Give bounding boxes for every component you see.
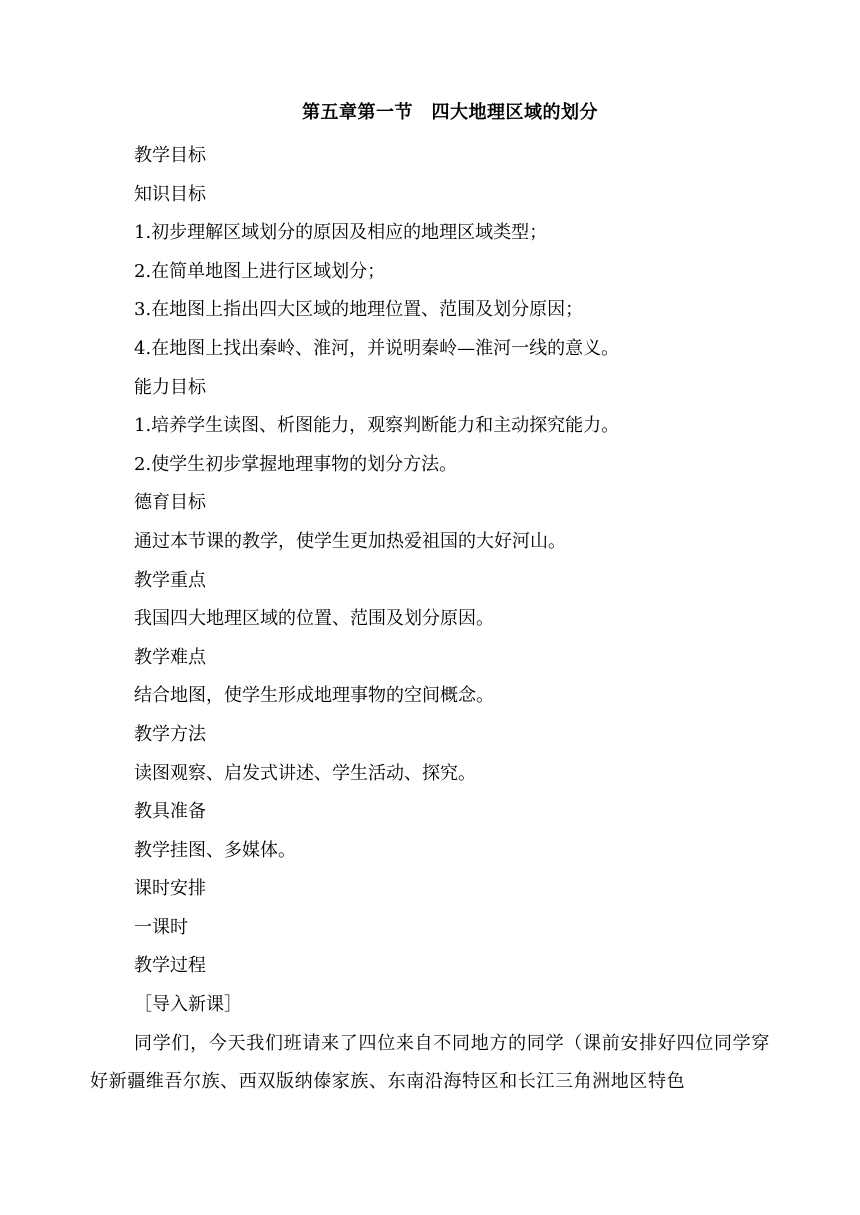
- heading-difficulties: 教学难点: [134, 646, 206, 668]
- knowledge-goal-4: 4.在地图上找出秦岭、淮河，并说明秦岭—淮河一线的意义。: [134, 337, 620, 359]
- schedule-text: 一课时: [134, 916, 188, 938]
- heading-ability-goals: 能力目标: [134, 376, 206, 398]
- ability-goal-2: 2.使学生初步掌握地理事物的划分方法。: [134, 453, 458, 475]
- subheading-intro: ［导入新课］: [134, 994, 242, 1016]
- knowledge-goal-2: 2.在简单地图上进行区域划分；: [134, 260, 386, 282]
- key-points-text: 我国四大地理区域的位置、范围及划分原因。: [134, 608, 494, 630]
- ability-goal-1: 1.培养学生读图、析图能力，观察判断能力和主动探究能力。: [134, 415, 620, 437]
- heading-schedule: 课时安排: [134, 878, 206, 900]
- document-title: 第五章第一节 四大地理区域的划分: [302, 102, 598, 123]
- heading-process: 教学过程: [134, 955, 206, 977]
- knowledge-goal-1: 1.初步理解区域划分的原因及相应的地理区域类型；: [134, 222, 548, 244]
- heading-teaching-goals: 教学目标: [134, 145, 206, 166]
- document-body: [0, 137, 860, 1102]
- difficulties-text: 结合地图，使学生形成地理事物的空间概念。: [134, 685, 494, 707]
- methods-text: 读图观察、启发式讲述、学生活动、探究。: [134, 762, 476, 784]
- materials-text: 教学挂图、多媒体。: [134, 839, 296, 861]
- heading-key-points: 教学重点: [134, 569, 206, 591]
- heading-materials: 教具准备: [134, 801, 206, 823]
- heading-moral-goals: 德育目标: [134, 492, 206, 514]
- heading-knowledge-goals: 知识目标: [134, 183, 206, 205]
- moral-goal-text: 通过本节课的教学，使学生更加热爱祖国的大好河山。: [134, 530, 566, 552]
- intro-paragraph: 同学们，今天我们班请来了四位来自不同地方的同学（课前安排好四位同学穿好新疆维吾尔族、西双版纳傣家族、东南沿海特区和长江三角洲地区特色: [90, 1032, 770, 1093]
- heading-methods: 教学方法: [134, 723, 206, 745]
- knowledge-goal-3: 3.在地图上指出四大区域的地理位置、范围及划分原因；: [134, 299, 584, 321]
